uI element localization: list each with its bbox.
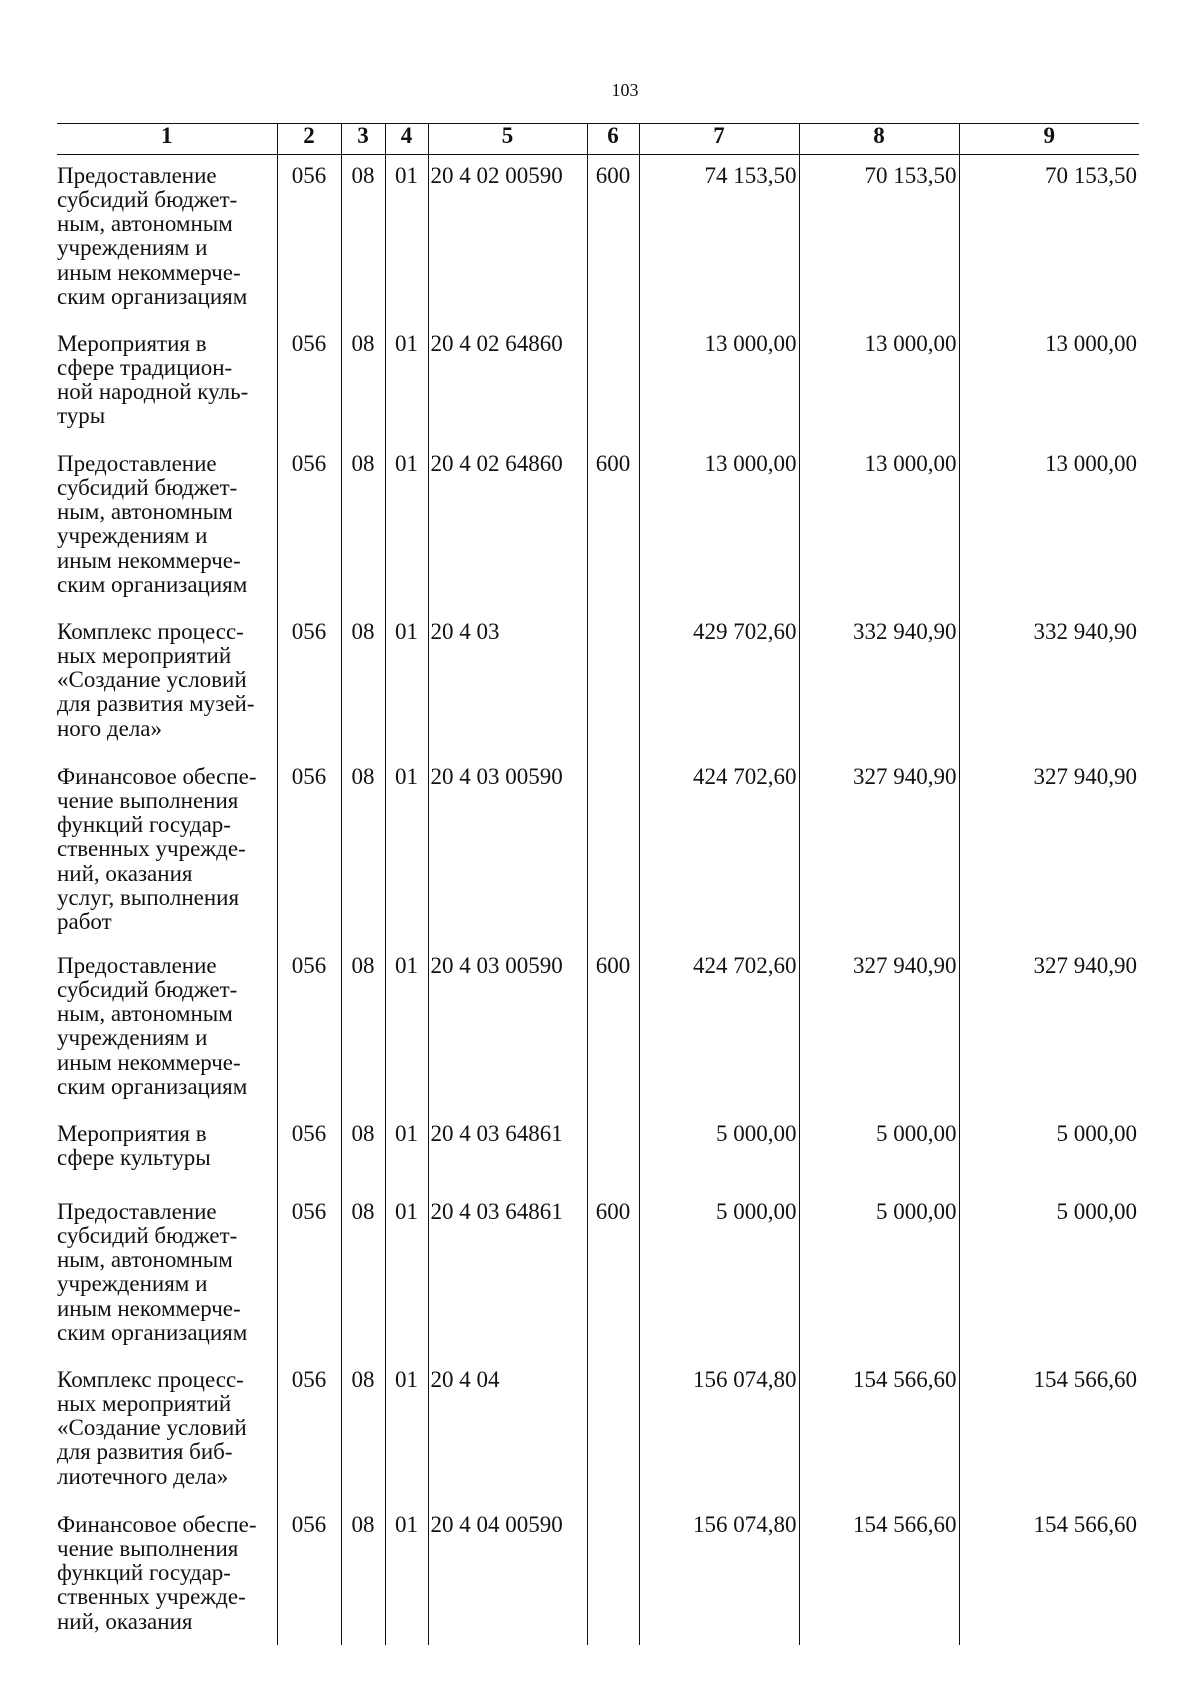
table-row (57, 756, 1139, 945)
table-row (57, 945, 1139, 1113)
cell-amount-col9: 5 000,00 (959, 1113, 1139, 1191)
cell-section: 08 (341, 945, 385, 1113)
cell-amount-col8: 327 940,90 (799, 756, 959, 945)
cell-amount-col8: 13 000,00 (799, 443, 959, 611)
cell-amount-col8: 154 566,60 (799, 1504, 959, 1645)
cell-target-article: 20 4 04 00590 (428, 1504, 587, 1645)
item-name: Финансовое обеспе- чение выполнения функций государ- ственных учрежде- ний, оказания (57, 1504, 277, 1645)
column-header: 8 (799, 124, 959, 155)
cell-target-article: 20 4 03 (428, 611, 587, 756)
cell-amount-col9: 327 940,90 (959, 756, 1139, 945)
cell-subsection: 01 (385, 1359, 428, 1504)
table-row (57, 1191, 1139, 1359)
cell-amount-col9: 154 566,60 (959, 1504, 1139, 1645)
cell-subsection: 01 (385, 323, 428, 443)
cell-target-article: 20 4 02 00590 (428, 155, 587, 324)
cell-expense-type (587, 323, 639, 443)
table-row (57, 1359, 1139, 1504)
cell-amount-col7: 5 000,00 (639, 1113, 799, 1191)
cell-amount-col9: 332 940,90 (959, 611, 1139, 756)
table-row (57, 611, 1139, 756)
cell-amount-col7: 424 702,60 (639, 756, 799, 945)
column-header: 6 (587, 124, 639, 155)
cell-subsection: 01 (385, 945, 428, 1113)
cell-ministry-code: 056 (277, 1191, 341, 1359)
column-header: 7 (639, 124, 799, 155)
cell-amount-col9: 70 153,50 (959, 155, 1139, 324)
cell-expense-type (587, 611, 639, 756)
item-name: Мероприятия в сфере культуры (57, 1113, 277, 1191)
cell-ministry-code: 056 (277, 443, 341, 611)
cell-target-article: 20 4 02 64860 (428, 443, 587, 611)
cell-target-article: 20 4 04 (428, 1359, 587, 1504)
cell-subsection: 01 (385, 1504, 428, 1645)
item-name: Финансовое обеспе- чение выполнения функций государ- ственных учрежде- ний, оказания услуг, выполнения работ (57, 756, 277, 945)
cell-amount-col9: 327 940,90 (959, 945, 1139, 1113)
cell-ministry-code: 056 (277, 155, 341, 324)
cell-amount-col9: 154 566,60 (959, 1359, 1139, 1504)
column-header: 1 (57, 124, 277, 155)
cell-subsection: 01 (385, 155, 428, 324)
cell-subsection: 01 (385, 1113, 428, 1191)
item-name: Комплекс процесс- ных мероприятий «Создание условий для развития музей- ного дела» (57, 611, 277, 756)
item-name: Мероприятия в сфере традицион- ной народной куль- туры (57, 323, 277, 443)
cell-amount-col7: 5 000,00 (639, 1191, 799, 1359)
cell-expense-type: 600 (587, 443, 639, 611)
cell-subsection: 01 (385, 443, 428, 611)
cell-expense-type: 600 (587, 1191, 639, 1359)
cell-amount-col7: 156 074,80 (639, 1504, 799, 1645)
cell-ministry-code: 056 (277, 611, 341, 756)
cell-expense-type (587, 1113, 639, 1191)
cell-subsection: 01 (385, 756, 428, 945)
cell-amount-col8: 327 940,90 (799, 945, 959, 1113)
cell-expense-type (587, 1359, 639, 1504)
cell-section: 08 (341, 611, 385, 756)
page-number: 103 (611, 80, 639, 100)
cell-amount-col7: 74 153,50 (639, 155, 799, 324)
cell-section: 08 (341, 756, 385, 945)
budget-table (57, 123, 1139, 1645)
cell-ministry-code: 056 (277, 756, 341, 945)
table-row (57, 1113, 1139, 1191)
cell-section: 08 (341, 155, 385, 324)
cell-section: 08 (341, 443, 385, 611)
cell-ministry-code: 056 (277, 945, 341, 1113)
cell-ministry-code: 056 (277, 1504, 341, 1645)
item-name: Предоставление субсидий бюджет- ным, автономным учреждениям и иным некоммерче- ским организациям (57, 945, 277, 1113)
column-header: 9 (959, 124, 1139, 155)
item-name: Предоставление субсидий бюджет- ным, автономным учреждениям и иным некоммерче- ским организациям (57, 155, 277, 324)
cell-target-article: 20 4 03 64861 (428, 1191, 587, 1359)
cell-section: 08 (341, 1191, 385, 1359)
cell-subsection: 01 (385, 1191, 428, 1359)
cell-amount-col8: 5 000,00 (799, 1113, 959, 1191)
cell-amount-col7: 13 000,00 (639, 323, 799, 443)
cell-ministry-code: 056 (277, 1359, 341, 1504)
item-name: Предоставление субсидий бюджет- ным, автономным учреждениям и иным некоммерче- ским организациям (57, 1191, 277, 1359)
table-header-row (57, 124, 1139, 155)
cell-section: 08 (341, 1113, 385, 1191)
cell-amount-col7: 156 074,80 (639, 1359, 799, 1504)
table-row (57, 155, 1139, 324)
column-header: 5 (428, 124, 587, 155)
column-header: 4 (385, 124, 428, 155)
cell-amount-col8: 5 000,00 (799, 1191, 959, 1359)
cell-amount-col8: 154 566,60 (799, 1359, 959, 1504)
cell-subsection: 01 (385, 611, 428, 756)
cell-amount-col9: 13 000,00 (959, 443, 1139, 611)
cell-expense-type: 600 (587, 945, 639, 1113)
cell-ministry-code: 056 (277, 323, 341, 443)
cell-expense-type: 600 (587, 155, 639, 324)
cell-amount-col8: 13 000,00 (799, 323, 959, 443)
cell-amount-col8: 70 153,50 (799, 155, 959, 324)
item-name: Предоставление субсидий бюджет- ным, автономным учреждениям и иным некоммерче- ским организациям (57, 443, 277, 611)
table-row (57, 323, 1139, 443)
column-header: 3 (341, 124, 385, 155)
table-row (57, 1504, 1139, 1645)
cell-expense-type (587, 1504, 639, 1645)
cell-amount-col9: 5 000,00 (959, 1191, 1139, 1359)
cell-section: 08 (341, 1504, 385, 1645)
cell-section: 08 (341, 323, 385, 443)
cell-amount-col7: 429 702,60 (639, 611, 799, 756)
item-name: Комплекс процесс- ных мероприятий «Создание условий для развития биб- лиотечного дела» (57, 1359, 277, 1504)
cell-target-article: 20 4 02 64860 (428, 323, 587, 443)
cell-section: 08 (341, 1359, 385, 1504)
cell-target-article: 20 4 03 00590 (428, 756, 587, 945)
cell-ministry-code: 056 (277, 1113, 341, 1191)
cell-amount-col7: 424 702,60 (639, 945, 799, 1113)
cell-target-article: 20 4 03 00590 (428, 945, 587, 1113)
table-row (57, 443, 1139, 611)
cell-amount-col9: 13 000,00 (959, 323, 1139, 443)
cell-amount-col7: 13 000,00 (639, 443, 799, 611)
cell-target-article: 20 4 03 64861 (428, 1113, 587, 1191)
cell-expense-type (587, 756, 639, 945)
column-header: 2 (277, 124, 341, 155)
cell-amount-col8: 332 940,90 (799, 611, 959, 756)
